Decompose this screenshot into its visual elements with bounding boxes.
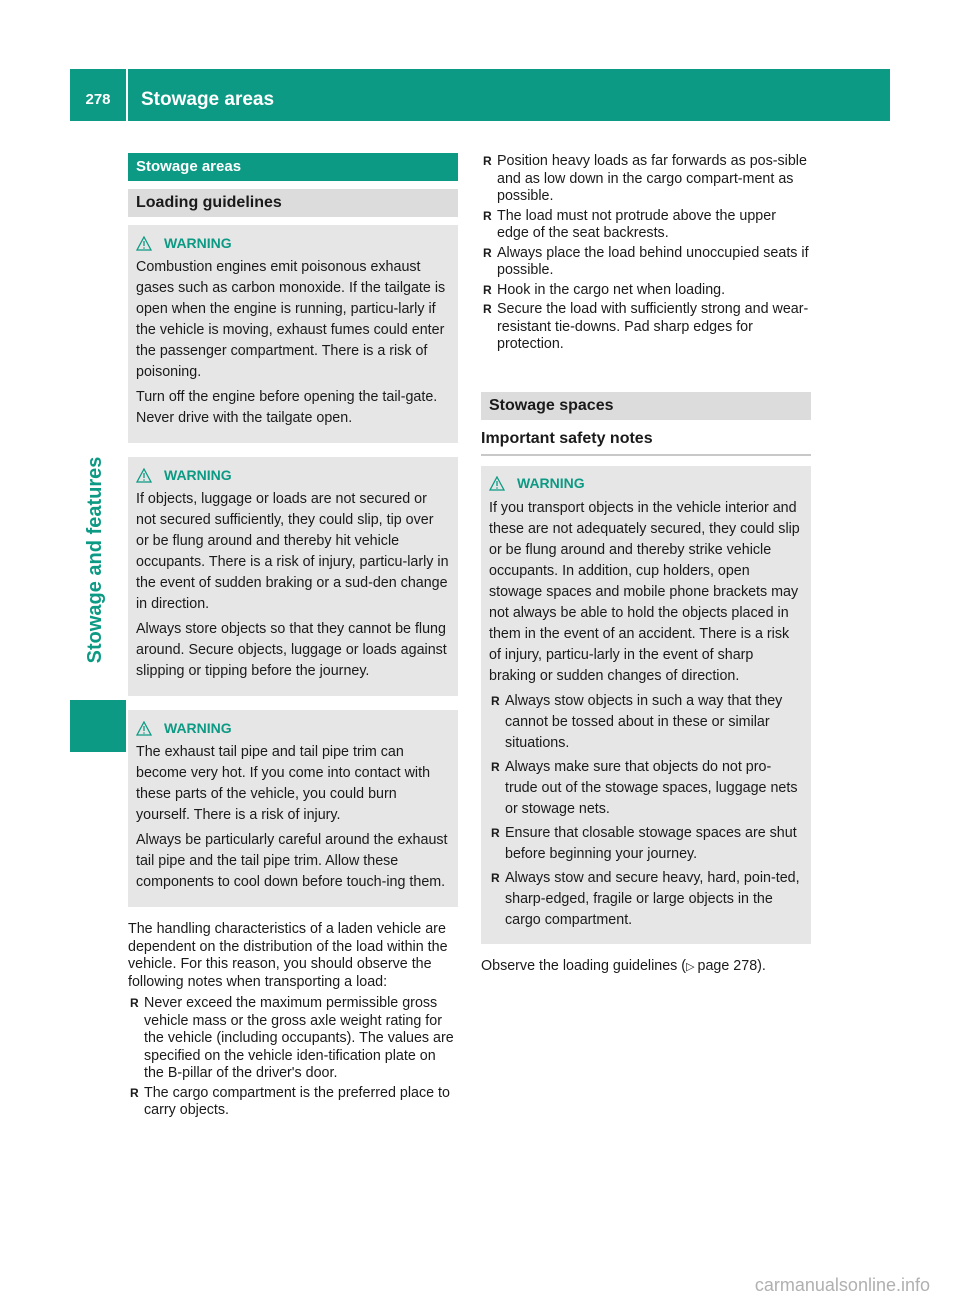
observe-guidelines bbox=[481, 958, 811, 977]
observe-suffix: ). bbox=[757, 957, 766, 974]
warning-text: Combustion engines emit poisonous exhaust gases such as carbon monoxide. If the tailgate is open when the engine is running, particu-larly if the vehicle is moving, exhaust fumes could enter the passenger compartment. There is a risk of poisoning. bbox=[136, 259, 446, 380]
warning-text: Turn off the engine before opening the tail-gate. Never drive with the tailgate open. bbox=[136, 389, 438, 426]
page-number: 278 bbox=[85, 91, 111, 108]
section-title: Stowage areas bbox=[128, 153, 458, 181]
observe-prefix: Observe the loading guidelines ( bbox=[481, 957, 687, 974]
list-item: R Ensure that closable stowage spaces are shut before beginning your journey. bbox=[489, 823, 803, 865]
list-item: R Secure the load with sufficiently strong and wear-resistant tie-downs. Pad sharp edges for protection. bbox=[481, 301, 811, 354]
right-column bbox=[481, 153, 811, 976]
warning-triangle-icon bbox=[136, 236, 152, 251]
header-divider bbox=[126, 69, 128, 121]
list-item: R Always make sure that objects do not pro-trude out of the stowage spaces, luggage nets or stowage nets. bbox=[489, 757, 803, 820]
list-item: R Hook in the cargo net when loading. bbox=[481, 282, 811, 300]
header-title: Stowage areas bbox=[141, 89, 275, 110]
warning-box-tailpipe bbox=[128, 710, 458, 907]
list-item: R Always stow objects in such a way that they cannot be tossed about in these or similar situations. bbox=[489, 691, 803, 754]
list-item: R Always place the load behind unoccupied seats if possible. bbox=[481, 245, 811, 280]
warning-label: WARNING bbox=[517, 475, 585, 491]
list-item: R Always stow and secure heavy, hard, poin-ted, sharp-edged, fragile or large objects in the cargo compartment. bbox=[489, 868, 803, 931]
list-item: R Position heavy loads as far forwards as pos-sible and as low down in the cargo compart-ment as possible. bbox=[481, 153, 811, 206]
left-bullet-list bbox=[128, 995, 458, 1120]
intro-paragraph: The handling characteristics of a laden vehicle are dependent on the distribution of the load within the vehicle. For this reason, you should observe the following notes when transporting a load: bbox=[128, 921, 448, 990]
warning-text: If objects, luggage or loads are not secured or not secured sufficiently, they could slip, tip over or be flung around and thereby hit vehicle occupants. There is a risk of injury, particu-larly in the event of sudden braking or a sud-den change in direction. bbox=[136, 491, 449, 612]
warning-box-interior bbox=[481, 466, 811, 944]
subsection-stowage-spaces: Stowage spaces bbox=[481, 392, 811, 420]
warning-header bbox=[489, 472, 803, 496]
subsection-loading-guidelines: Loading guidelines bbox=[128, 189, 458, 217]
warning-label: WARNING bbox=[164, 234, 232, 251]
warning-triangle-icon bbox=[136, 721, 152, 736]
warning-label: WARNING bbox=[164, 719, 232, 736]
warning-text: Always be particularly careful around the exhaust tail pipe and the tail pipe trim. Allow these components to cool down before touch-ing them. bbox=[136, 832, 448, 890]
list-item: R The load must not protrude above the upper edge of the seat backrests. bbox=[481, 208, 811, 243]
important-safety-notes-title: Important safety notes bbox=[481, 430, 811, 456]
warning-label: WARNING bbox=[164, 466, 232, 483]
warning-text: The exhaust tail pipe and tail pipe trim can become very hot. If you come into contact with these parts of the vehicle, you could burn yourself. There is a risk of injury. bbox=[136, 744, 431, 823]
warning-triangle-icon bbox=[136, 468, 152, 483]
warning-bullet-list bbox=[489, 691, 803, 931]
warning-header bbox=[136, 716, 450, 740]
warning-text: Always store objects so that they cannot be flung around. Secure objects, luggage or loads against slipping or tipping before the journey. bbox=[136, 621, 447, 679]
list-item: R Never exceed the maximum permissible gross vehicle mass or the gross axle weight rating for the vehicle (including occupants). The values are specified on the vehicle iden-tification plate on the B-pillar of the driver's door. bbox=[128, 995, 458, 1083]
warning-box-loads bbox=[128, 457, 458, 696]
left-column bbox=[128, 153, 458, 1122]
side-label-text: Stowage and features bbox=[84, 456, 106, 664]
warning-header bbox=[136, 463, 450, 487]
warning-triangle-icon bbox=[489, 476, 505, 491]
warning-header bbox=[136, 231, 450, 255]
footer-watermark: carmanualsonline.info bbox=[754, 1275, 930, 1295]
page-reference-link[interactable]: page 278 bbox=[697, 957, 758, 974]
warning-box-exhaust bbox=[128, 225, 458, 443]
page-reference-arrow-icon: ▷ bbox=[686, 960, 695, 973]
right-bullet-list bbox=[481, 153, 811, 354]
side-tab-marker bbox=[70, 700, 126, 752]
list-item: R The cargo compartment is the preferred place to carry objects. bbox=[128, 1085, 458, 1120]
warning-text: If you transport objects in the vehicle interior and these are not adequately secured, they could slip or be flung around and thereby strike vehicle occupants. In addition, cup holders, open stowage spaces and mobile phone brackets may not always be able to hold the objects placed in them in the event of an accident. There is a risk of injury, particu-larly in the event of sharp braking or sudden changes of direction. bbox=[489, 499, 800, 684]
